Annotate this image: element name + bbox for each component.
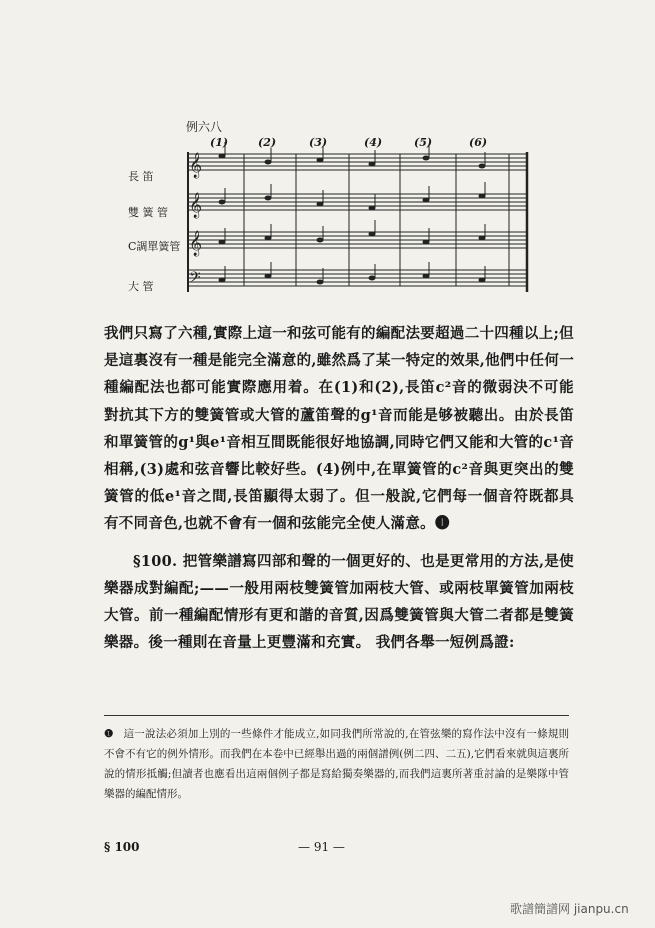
watermark: 歌譜簡譜网 jianpu.cn xyxy=(510,902,629,916)
example-number-3: (3) xyxy=(309,136,328,149)
instrument-clarinet: C調單簧管 xyxy=(128,240,181,253)
example-label: 例六八 xyxy=(186,120,223,134)
svg-text:𝄞: 𝄞 xyxy=(189,193,203,218)
page-number: — 91 — xyxy=(298,840,345,854)
footnote-text: 這一說法必須加上別的一些條件才能成立,如同我們所常說的,在管弦樂的寫作法中沒有一條規則不會不有它的例外情形。而我們在本卷中已經舉出過的兩個譜例(例二四、二五),它們看來就與這裏所說的情形抵觸;但讀者也應看出這兩個例子都是寫給獨奏樂器的,而我們這裏所著重討論的是樂隊中管樂器的編配情形。 xyxy=(104,728,569,800)
example-number-2: (2) xyxy=(258,136,277,149)
paragraph-1: 我們只寫了六種,實際上這一和弦可能有的編配法要超過二十四種以上;但是這裏沒有一種是能完全滿意的,雖然爲了某一特定的效果,他們中任何一種編配法也都可能實際應用着。在(1)和(2),長笛c²音的微弱決不可能對抗其下方的雙簧管或大管的蘆笛聲的g¹音而能是够被聽出。由於長笛和單簧管的g¹與e¹音相互間既能很好地協調,同時它們又能和大管的c¹音相稱,(3)處和弦音響比較好些。(4)例中,在單簧管的c²音與更突出的雙簧管的低e¹音之間,長笛顯得太弱了。但一般說,它們每一個音符既都具有不同音色,也就不會有一個和弦能完全使人滿意。❶ xyxy=(104,325,574,533)
paragraph-2: §100. 把管樂譜寫四部和聲的一個更好的、也是更常用的方法,是使樂器成對編配;——一般用兩枝雙簧管加兩枝大管、或兩枝單簧管加兩枝大管。前一種編配情形有更和諧的音質,因爲雙簧管與大管二者都是雙簧樂器。後一種則在音量上更豐滿和充實。 我們各舉一短例爲證: xyxy=(104,552,574,652)
example-number-4: (4) xyxy=(364,136,383,149)
staff-system xyxy=(0,130,655,300)
instrument-flute: 長 笛 xyxy=(128,170,154,183)
footnote-divider xyxy=(104,715,569,716)
svg-text:𝄢: 𝄢 xyxy=(189,269,201,290)
example-number-1: (1) xyxy=(210,136,229,149)
music-score xyxy=(0,130,655,300)
example-number-5: (5) xyxy=(414,136,433,149)
instrument-bassoon: 大 管 xyxy=(128,280,154,293)
section-reference: § 100 xyxy=(104,840,140,854)
svg-text:𝄞: 𝄞 xyxy=(189,231,203,256)
body-text xyxy=(104,320,574,656)
instrument-oboe: 雙 簧 管 xyxy=(128,206,168,219)
example-number-6: (6) xyxy=(469,136,488,149)
footnote xyxy=(104,724,569,804)
footnote-mark: ❶ xyxy=(104,728,114,740)
svg-text:𝄞: 𝄞 xyxy=(189,153,203,178)
